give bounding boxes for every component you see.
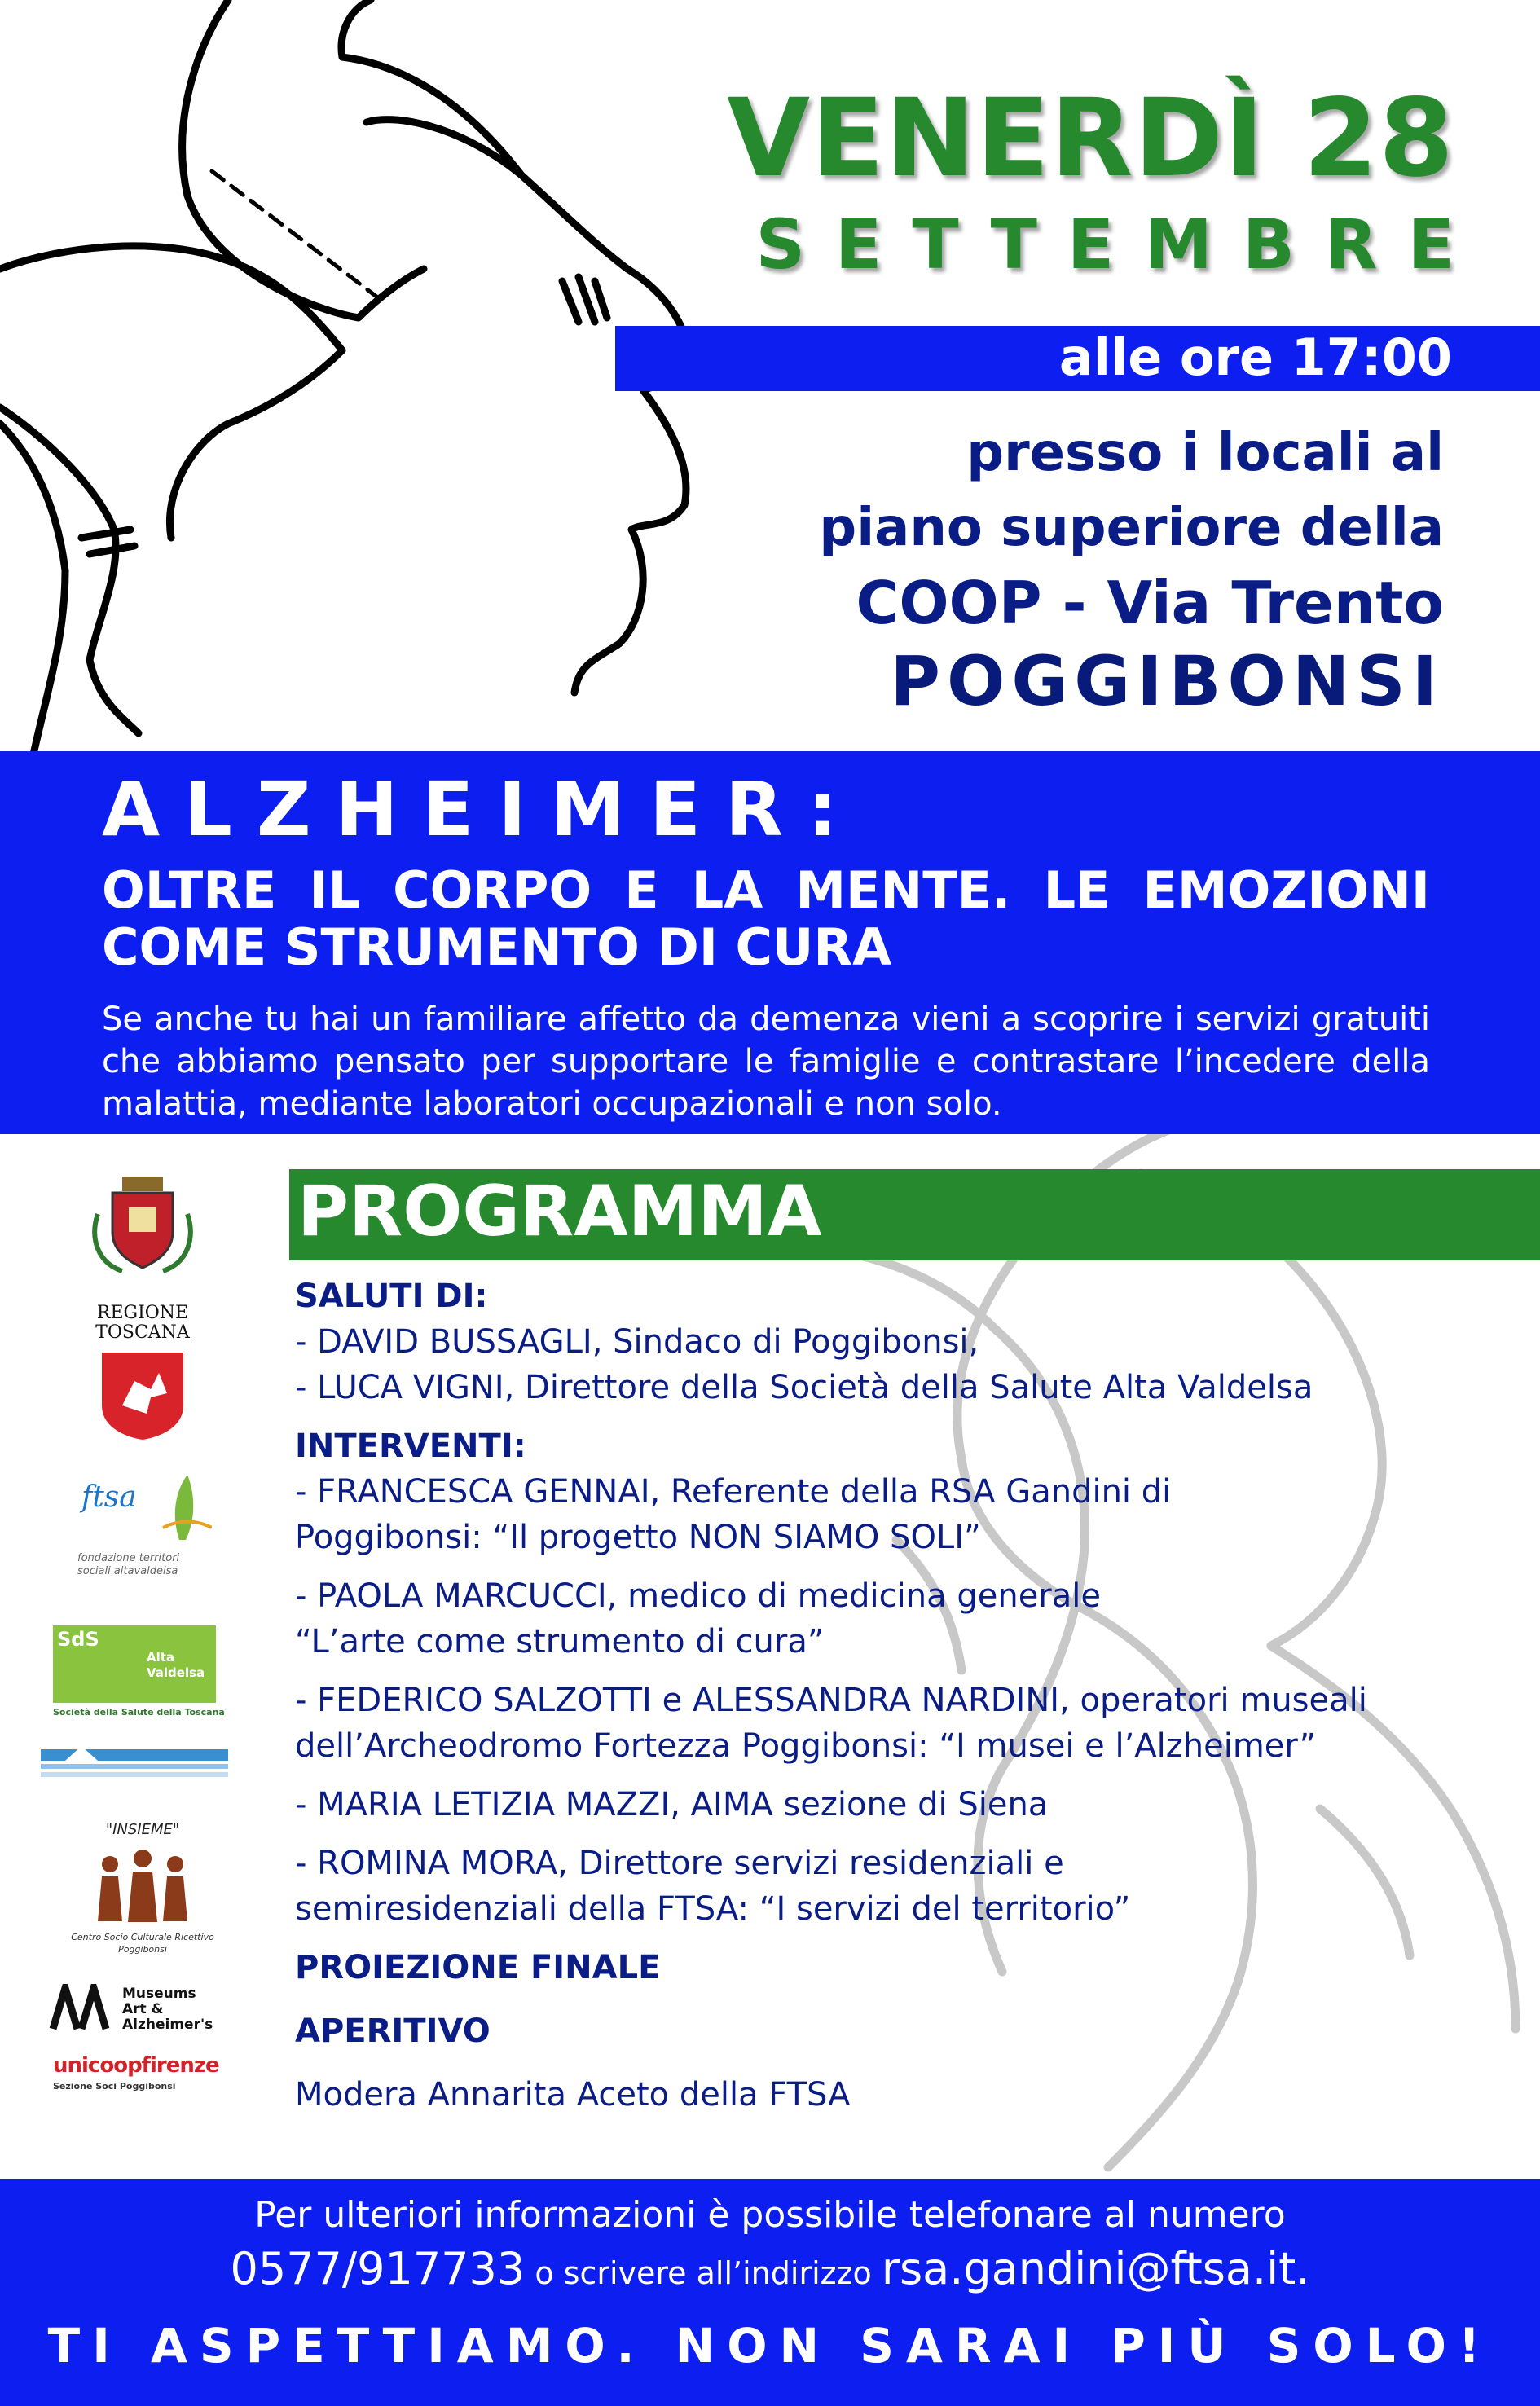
ftsa-sub-1: fondazione territori	[77, 1552, 180, 1564]
aperitivo-item: APERITIVO	[295, 2012, 491, 2050]
program-banner	[289, 1169, 1540, 1260]
insieme-sub-2: Poggibonsi	[118, 1944, 167, 1955]
footer-or-write: o scrivere all’indirizzo	[525, 2255, 882, 2291]
talk-item: - FEDERICO SALZOTTI e ALESSANDRA NARDINI, operatori museali dell’Archeodromo Fortezza Poggibonsi: “I musei e l’Alzheimer”	[295, 1682, 1367, 1765]
insieme-logo	[33, 1821, 253, 1976]
venue-line-3: COOP - Via Trento	[856, 569, 1444, 637]
regione-line-2: TOSCANA	[95, 1322, 190, 1343]
footer-phone[interactable]: 0577/917733	[230, 2243, 526, 2294]
venue-city: POGGIBONSI	[890, 641, 1444, 721]
maa-line-1: Museums	[122, 1986, 196, 2002]
event-day: VENERDÌ 28	[727, 76, 1454, 201]
footer-contacts	[0, 2243, 1540, 2294]
talks-title: INTERVENTI:	[295, 1427, 526, 1465]
ftsa-logo	[33, 1471, 253, 1617]
coop-sub: Sezione Soci Poggibonsi	[53, 2081, 176, 2092]
headline-title: ALZHEIMER:	[102, 766, 862, 853]
aima-logo	[33, 1740, 253, 1788]
footer-email[interactable]: rsa.gandini@ftsa.it.	[881, 2243, 1310, 2294]
maa-line-3: Alzheimer's	[122, 2017, 213, 2033]
unicoop-firenze-logo	[33, 2053, 253, 2102]
venue-line-2: piano superiore della	[819, 498, 1444, 558]
footer-band	[0, 2179, 1540, 2406]
talks-section	[295, 1423, 1517, 1932]
greeting-item: - DAVID BUSSAGLI, Sindaco di Poggibonsi,	[295, 1323, 979, 1361]
insieme-wordmark: "INSIEME"	[105, 1821, 180, 1838]
museums-art-alzheimers-logo	[33, 1980, 253, 2049]
talk-item: - ROMINA MORA, Direttore servizi residenziali e semiresidenziali della FTSA: “I servizi del territorio”	[295, 1845, 1131, 1928]
talk-item: - PAOLA MARCUCCI, medico di medicina generale “L’arte come strumento di cura”	[295, 1577, 1101, 1660]
sds-name-1: Alta	[147, 1650, 175, 1665]
talk-item: - FRANCESCA GENNAI, Referente della RSA Gandini di Poggibonsi: “Il progetto NON SIAMO SOLI”	[295, 1473, 1172, 1556]
event-date	[727, 76, 1485, 289]
greetings-title: SALUTI DI:	[295, 1278, 488, 1315]
regione-line-1: REGIONE	[96, 1303, 189, 1323]
footer-slogan: TI ASPETTIAMO. NON SARAI PIÙ SOLO!	[47, 2318, 1493, 2373]
people-group-icon	[86, 1844, 200, 1925]
ftsa-sub-2: sociali altavaldelsa	[77, 1565, 178, 1577]
ftsa-wordmark: ftsa	[81, 1480, 137, 1514]
screening-item: PROIEZIONE FINALE	[295, 1949, 661, 1986]
footer-info: Per ulteriori informazioni è possibile telefonare al numero	[254, 2194, 1286, 2236]
venue-line-1: presso i locali al	[966, 423, 1444, 483]
venue-block	[819, 416, 1444, 722]
greetings-section	[295, 1273, 1517, 1410]
sds-logo	[33, 1625, 253, 1735]
sds-name-2: Valdelsa	[147, 1665, 205, 1680]
program-title: PROGRAMMA	[297, 1171, 822, 1252]
maa-mark-icon	[49, 1984, 114, 2033]
sds-sub: Società della Salute della Toscana	[53, 1707, 225, 1718]
event-month: SETTEMBRE	[755, 205, 1485, 284]
program-list	[295, 1273, 1517, 2131]
headline-intro: Se anche tu hai un familiare affetto da demenza vieni a scoprire i servizi gratuiti che abbiamo pensato per supportare le famiglie e contrastare l’incedere della malattia, mediante laboratori occupazionali e non solo.	[102, 1001, 1430, 1123]
maa-line-2: Art &	[122, 2001, 164, 2017]
regione-toscana-logo	[33, 1304, 253, 1471]
moderator-item: Modera Annarita Aceto della FTSA	[295, 2076, 851, 2113]
time-banner	[615, 326, 1540, 391]
event-time: alle ore 17:00	[1058, 328, 1452, 387]
sds-wordmark: SdS	[57, 1628, 99, 1651]
talk-item: - MARIA LETIZIA MAZZI, AIMA sezione di Siena	[295, 1786, 1049, 1823]
greeting-item: - LUCA VIGNI, Direttore della Società della Salute Alta Valdelsa	[295, 1369, 1313, 1406]
sponsor-logos	[33, 1173, 253, 2102]
pegasus-shield-icon	[98, 1348, 187, 1442]
insieme-sub-1: Centro Socio Culturale Ricettivo	[71, 1932, 214, 1942]
poggibonsi-crest-logo	[33, 1173, 253, 1279]
headline-subtitle: OLTRE IL CORPO E LA MENTE. LE EMOZIONI COME STRUMENTO DI CURA	[102, 860, 1430, 977]
coop-wordmark: unicoopfirenze	[53, 2053, 219, 2078]
cypress-icon	[155, 1471, 212, 1544]
